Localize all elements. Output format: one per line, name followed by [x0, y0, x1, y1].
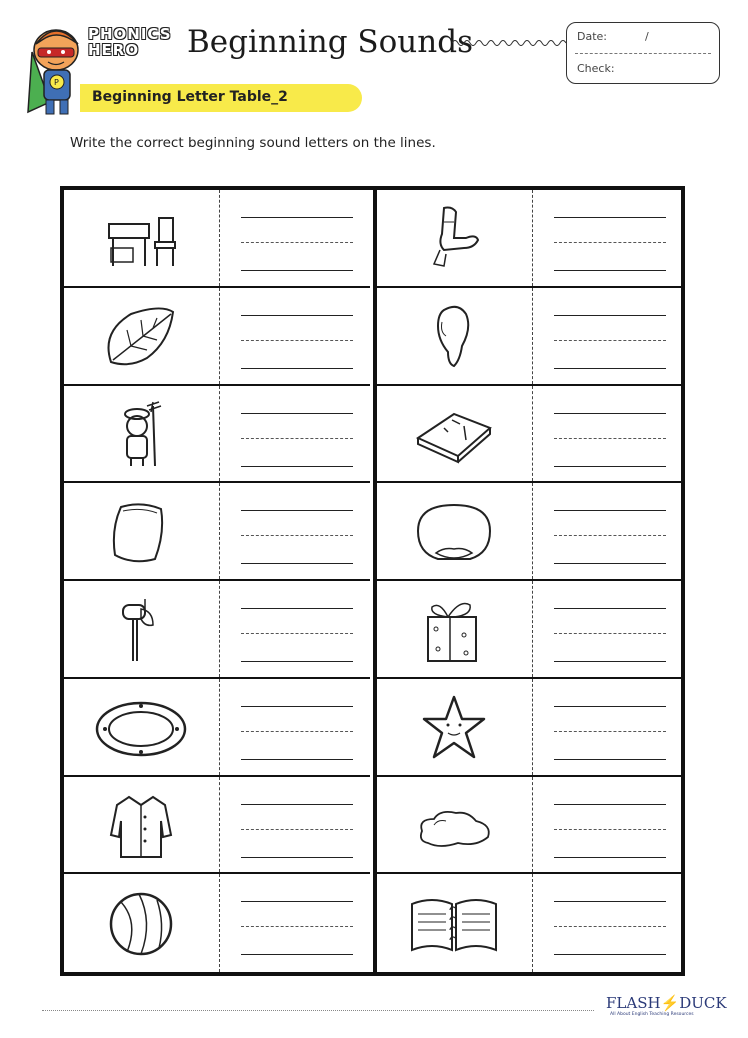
- writing-line-top[interactable]: [554, 608, 666, 609]
- left-column: [64, 190, 370, 972]
- writing-line-mid: [241, 731, 353, 732]
- writing-line-top[interactable]: [241, 901, 353, 902]
- logo-right: DUCK: [679, 994, 727, 1012]
- brand-line-2: HERO: [88, 41, 140, 59]
- writing-line-top[interactable]: [554, 413, 666, 414]
- leaf-icon: [91, 302, 191, 372]
- table-row: [377, 777, 683, 875]
- table-row: [64, 874, 370, 972]
- writing-line-base[interactable]: [241, 759, 353, 760]
- puddle-icon: [404, 791, 504, 861]
- writing-line-top[interactable]: [554, 510, 666, 511]
- writing-line-base[interactable]: [554, 857, 666, 858]
- worksheet-table: [60, 186, 685, 976]
- book-icon: [404, 888, 504, 958]
- footer-tagline: All About English Teaching Resources: [610, 1012, 694, 1017]
- oval-mirror-icon: [91, 693, 191, 763]
- writing-line-mid: [241, 438, 353, 439]
- writing-line-mid: [241, 340, 353, 341]
- pillow-icon: [91, 497, 191, 567]
- worksheet-subtitle: Beginning Letter Table_2: [92, 89, 288, 105]
- writing-line-top[interactable]: [554, 804, 666, 805]
- writing-line-top[interactable]: [241, 315, 353, 316]
- writing-line-base[interactable]: [241, 563, 353, 564]
- writing-line-top[interactable]: [241, 706, 353, 707]
- ball-icon: [91, 888, 191, 958]
- table-row: [377, 679, 683, 777]
- wavy-divider: [452, 36, 570, 50]
- logo-left: FLASH: [606, 994, 661, 1012]
- writing-line-mid: [241, 633, 353, 634]
- writing-line-top[interactable]: [554, 901, 666, 902]
- table-row: [64, 581, 370, 679]
- table-row: [377, 874, 683, 972]
- writing-line-top[interactable]: [241, 608, 353, 609]
- writing-line-base[interactable]: [554, 759, 666, 760]
- arm-icon: [404, 204, 504, 274]
- desk-and-chair-icon: [91, 204, 191, 274]
- table-row: [377, 386, 683, 484]
- writing-line-base[interactable]: [241, 954, 353, 955]
- worksheet-header: [0, 0, 748, 120]
- table-row: [64, 777, 370, 875]
- writing-line-base[interactable]: [554, 563, 666, 564]
- writing-line-mid: [241, 242, 353, 243]
- writing-line-base[interactable]: [554, 270, 666, 271]
- writing-line-mid: [554, 438, 666, 439]
- page-title: Beginning Sounds: [187, 24, 473, 60]
- writing-line-mid: [554, 535, 666, 536]
- writing-line-mid: [554, 340, 666, 341]
- phonics-hero-logo: [88, 26, 172, 58]
- phonics-hero-mascot-icon: [22, 22, 88, 118]
- writing-line-top[interactable]: [241, 804, 353, 805]
- table-row: [64, 483, 370, 581]
- writing-line-base[interactable]: [554, 368, 666, 369]
- date-divider: [575, 53, 711, 54]
- table-row: [377, 190, 683, 288]
- coat-icon: [91, 791, 191, 861]
- writing-line-mid: [554, 829, 666, 830]
- writing-line-top[interactable]: [241, 413, 353, 414]
- svg-text:P: P: [54, 78, 59, 87]
- writing-line-mid: [554, 242, 666, 243]
- mouth-icon: [404, 497, 504, 567]
- writing-line-base[interactable]: [241, 368, 353, 369]
- date-label: Date:: [577, 30, 607, 43]
- writing-line-base[interactable]: [241, 857, 353, 858]
- table-row: [64, 288, 370, 386]
- writing-line-base[interactable]: [241, 270, 353, 271]
- footer-divider: [42, 1010, 594, 1011]
- writing-line-top[interactable]: [241, 217, 353, 218]
- writing-line-mid: [554, 633, 666, 634]
- date-check-box: [566, 22, 720, 84]
- table-row: [64, 679, 370, 777]
- chess-board-icon: [404, 400, 504, 470]
- gift-box-icon: [404, 595, 504, 665]
- writing-line-top[interactable]: [554, 706, 666, 707]
- writing-line-base[interactable]: [554, 466, 666, 467]
- writing-line-base[interactable]: [241, 466, 353, 467]
- table-row: [64, 386, 370, 484]
- instruction-text: Write the correct beginning sound letters on the lines.: [70, 135, 436, 151]
- writing-line-mid: [554, 731, 666, 732]
- date-separator: /: [645, 30, 649, 43]
- right-column: [373, 190, 683, 972]
- leg-of-lamb-icon: [404, 302, 504, 372]
- writing-line-mid: [554, 926, 666, 927]
- flashduck-logo: [606, 994, 727, 1012]
- star-icon: [404, 693, 504, 763]
- table-row: [377, 483, 683, 581]
- writing-line-base[interactable]: [554, 954, 666, 955]
- writing-line-mid: [241, 829, 353, 830]
- writing-line-base[interactable]: [554, 661, 666, 662]
- writing-line-top[interactable]: [241, 510, 353, 511]
- table-row: [64, 190, 370, 288]
- brand-line-1: PHONICS: [88, 25, 172, 43]
- writing-line-mid: [241, 535, 353, 536]
- chimney-sweep-icon: [91, 400, 191, 470]
- writing-line-top[interactable]: [554, 315, 666, 316]
- lightning-bolt-icon: ⚡: [660, 994, 680, 1012]
- writing-line-mid: [241, 926, 353, 927]
- check-label: Check:: [577, 62, 615, 75]
- writing-line-base[interactable]: [241, 661, 353, 662]
- mailbox-icon: [91, 595, 191, 665]
- table-row: [377, 581, 683, 679]
- table-row: [377, 288, 683, 386]
- writing-line-top[interactable]: [554, 217, 666, 218]
